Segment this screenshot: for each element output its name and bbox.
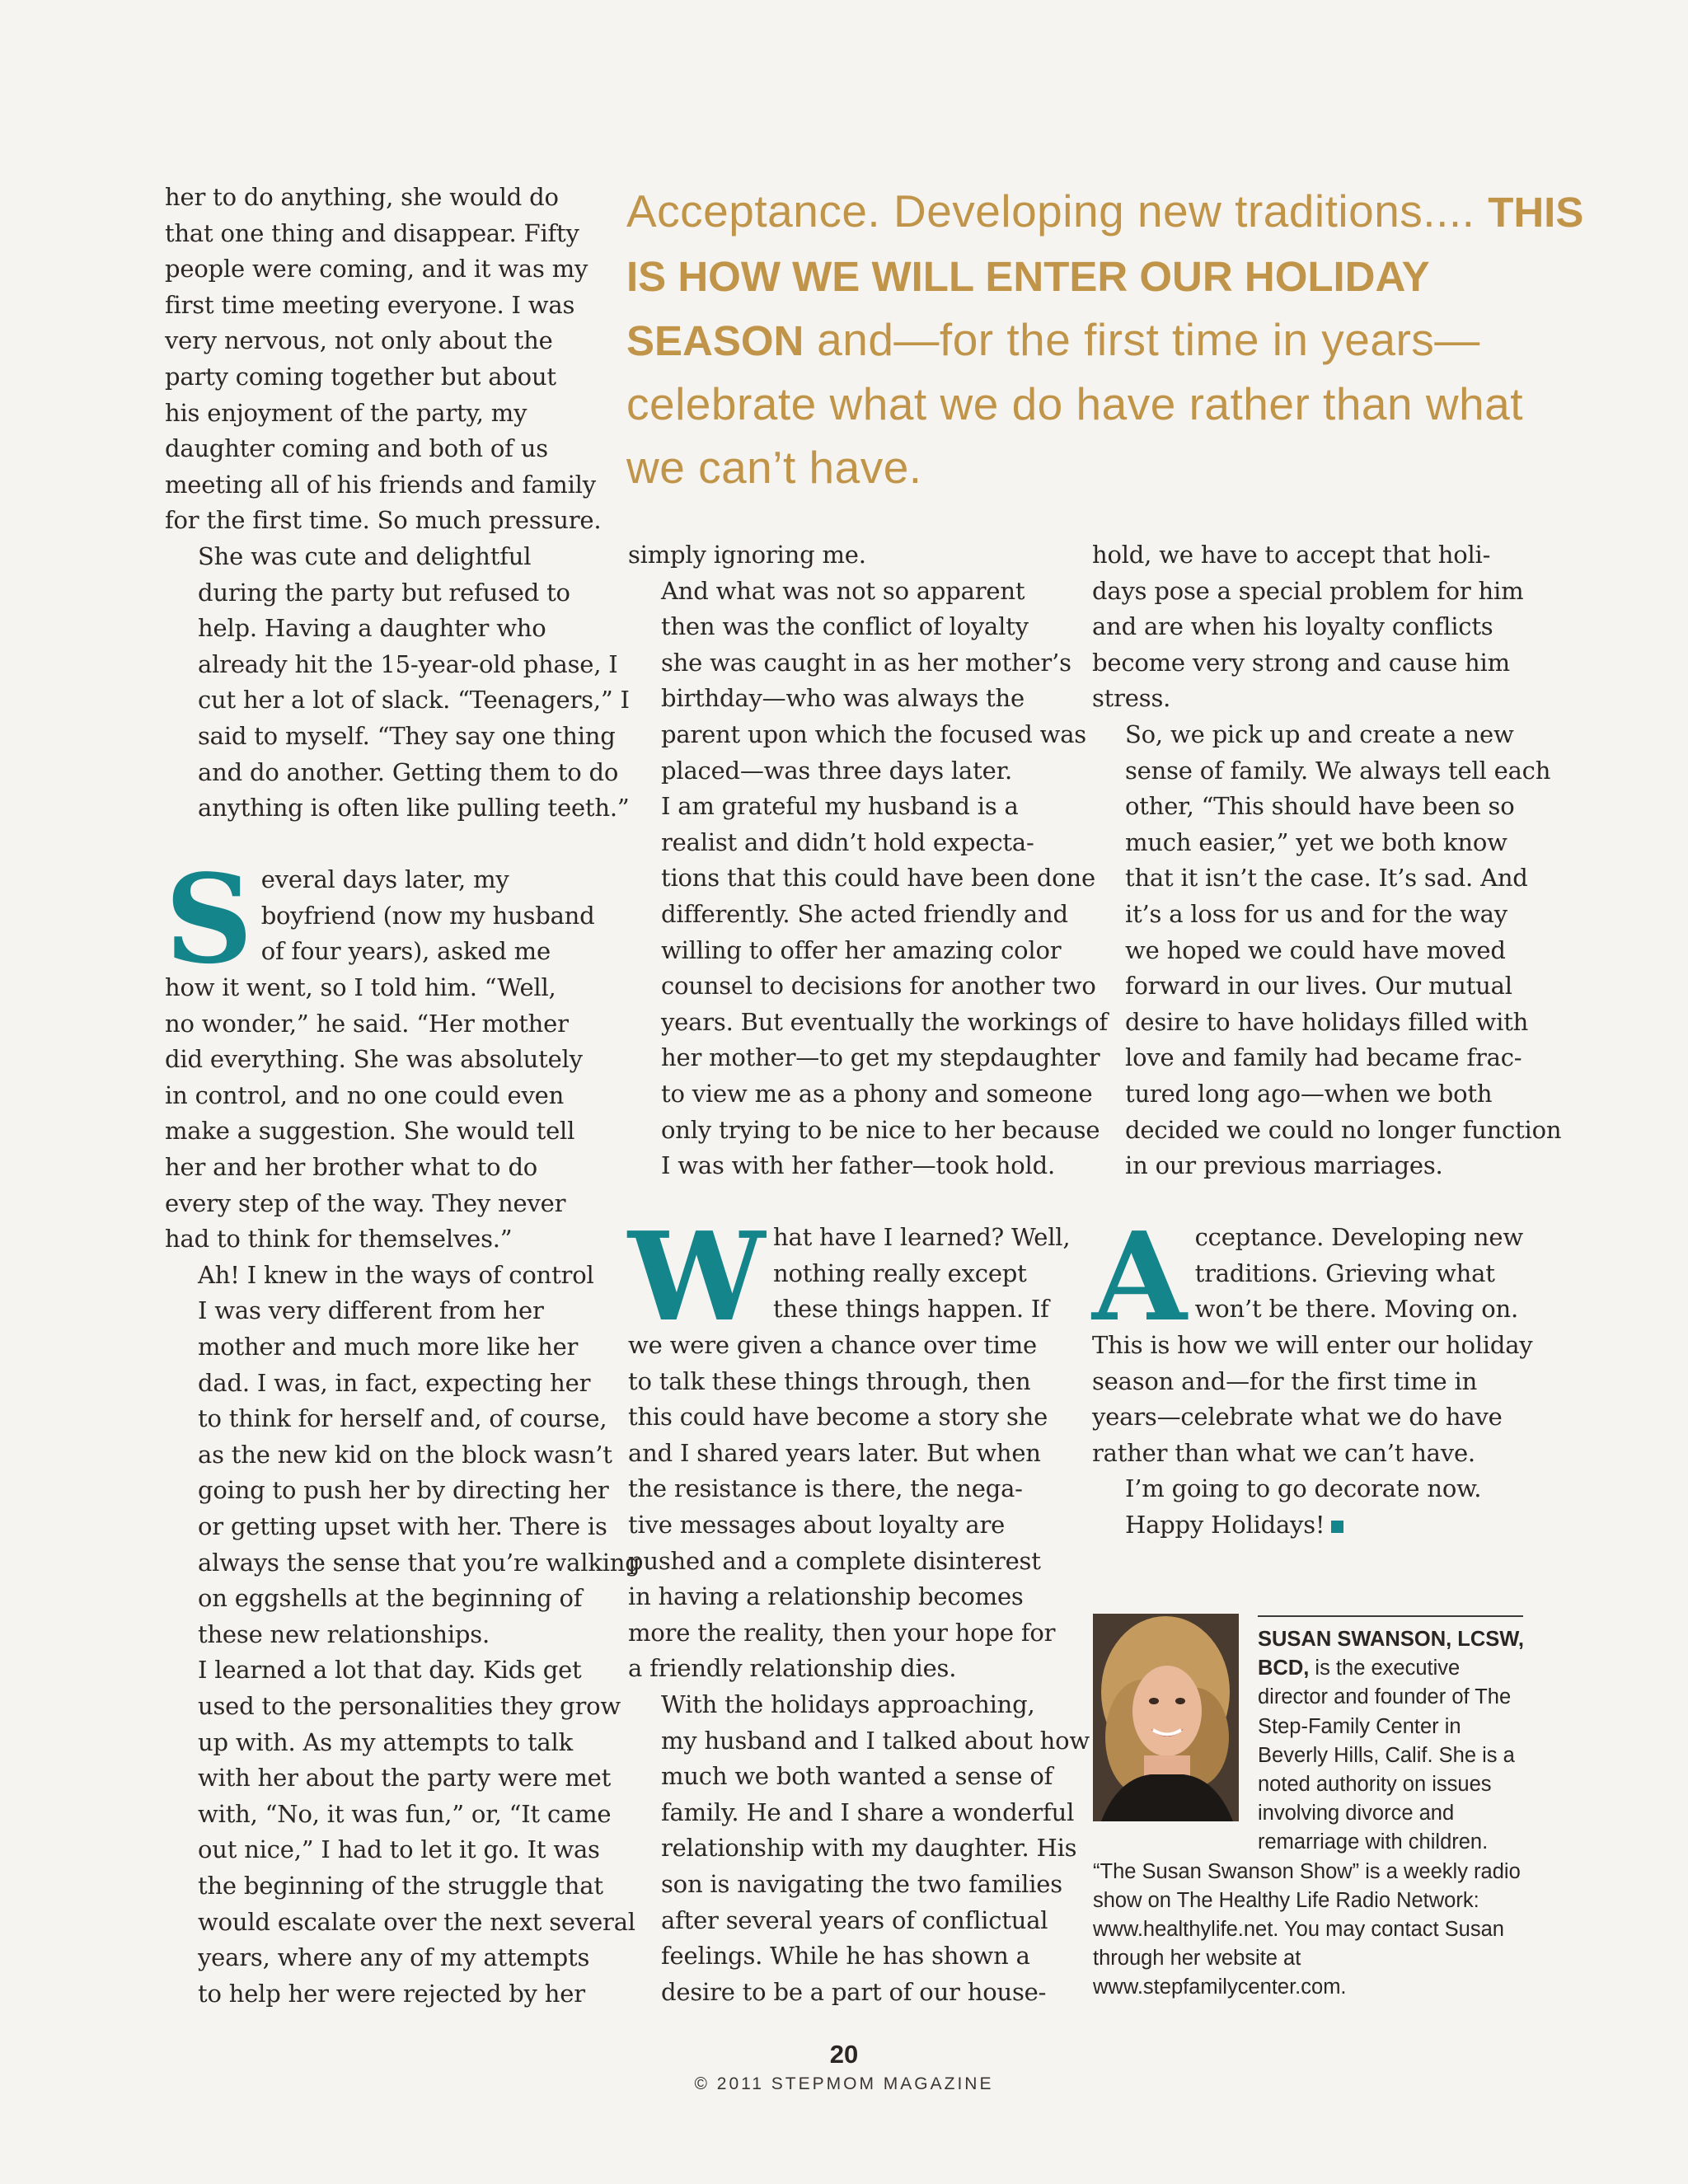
text-line: years. But eventually the workings of <box>661 1007 1108 1036</box>
text-line: tive messages about loyalty are <box>628 1511 1006 1540</box>
text-line: and I shared years later. But when <box>628 1438 1041 1467</box>
text-line: Ah! I knew in the ways of control <box>198 1260 594 1289</box>
text-line: and do another. Getting them to do <box>198 757 619 786</box>
text-line: to view me as a phony and someone <box>661 1079 1093 1108</box>
text-line: to help her were rejected by her <box>198 1979 585 2008</box>
text-line: season and—for the first time in <box>1092 1366 1478 1395</box>
text-line: my husband and I talked about how <box>661 1726 1090 1755</box>
text-line: in our previous marriages. <box>1125 1151 1443 1180</box>
text-line: So, we pick up and create a new <box>1125 719 1514 748</box>
text-line: people were coming, and it was my <box>165 255 588 284</box>
text-line: daughter coming and both of us <box>165 434 548 463</box>
text-line: feelings. While he has shown a <box>661 1942 1030 1971</box>
text-line: son is navigating the two families <box>661 1869 1062 1898</box>
text-line: would escalate over the next several <box>198 1907 635 1936</box>
text-line: tured long ago—when we both <box>1125 1079 1493 1108</box>
text-line: out nice,” I had to let it go. It was <box>198 1835 600 1864</box>
text-line: used to the personalities they grow <box>198 1691 621 1720</box>
text-line: and are when his loyalty conflicts <box>1092 612 1493 641</box>
text-line: how it went, so I told him. “Well, <box>165 973 556 1002</box>
author-description: is the executive director and founder of The Step-Family Center in Beverly Hills, Calif. She is a noted authority on issues involving divorce and remarriage with children. “The Susan Swanson Show” is a weekly radio show on The Healthy Life Radio Network: www.healthylife.net. You may contact Susan through her website at www.stepfamilycenter.com. <box>1093 1657 1521 1999</box>
text-line: or getting upset with her. There is <box>198 1511 607 1540</box>
text-line: that one thing and disappear. Fifty <box>165 218 579 247</box>
text-line: in having a relationship becomes <box>628 1582 1024 1611</box>
text-line: his enjoyment of the party, my <box>165 398 528 427</box>
pull-quote-emphasis: THIS IS HOW WE WILL ENTER OUR HOLIDAY SEASON <box>626 189 1584 364</box>
article-column-1 <box>165 180 640 2012</box>
col2-paragraph-2 <box>628 574 1086 790</box>
text-line: desire to have holidays filled with <box>1125 1007 1529 1036</box>
text-line: stress. <box>1092 684 1171 713</box>
text-line: after several years of conflictual <box>661 1905 1048 1934</box>
col1-paragraph-4 <box>165 1258 640 1653</box>
text-line: rather than what we can’t have. <box>1092 1438 1475 1467</box>
text-line: with her about the party were met <box>198 1764 612 1793</box>
text-line: tions that this could have been done <box>661 864 1095 893</box>
text-line: birthday—who was always the <box>661 684 1025 713</box>
text-line: did everything. She was absolutely <box>165 1045 583 1074</box>
text-line: days pose a special problem for him <box>1092 576 1524 605</box>
text-line: other, “This should have been so <box>1125 792 1515 821</box>
col1-paragraph-3 <box>165 847 610 1258</box>
drop-cap: W <box>628 1205 766 1349</box>
text-line: I was with her father—took hold. <box>661 1151 1055 1180</box>
text-line: become very strong and cause him <box>1092 648 1510 677</box>
article-column-2 <box>628 537 1108 2010</box>
text-line: on eggshells at the beginning of <box>198 1584 583 1613</box>
text-line: hat have I learned? Well, <box>773 1223 1071 1252</box>
text-line: mother and much more like her <box>198 1333 579 1361</box>
pull-quote-ending: and—for the first time in years—celebrate what we do have rather than what we can’t have. <box>626 314 1524 493</box>
text-line: very nervous, not only about the <box>165 326 553 355</box>
text-line: had to think for themselves.” <box>165 1225 513 1254</box>
text-line: She was cute and delightful <box>198 541 532 570</box>
text-line: dad. I was, in fact, expecting her <box>198 1368 591 1397</box>
text-line: then was the conflict of loyalty <box>661 612 1029 641</box>
text-line: I learned a lot that day. Kids get <box>198 1656 582 1685</box>
text-line: boyfriend (now my husband <box>260 901 595 930</box>
text-line: always the sense that you’re walking <box>198 1548 640 1577</box>
col3-paragraph-2 <box>1092 717 1562 1184</box>
end-of-article-mark <box>1331 1521 1343 1533</box>
text-line: party coming together but about <box>165 362 556 391</box>
text-line: desire to be a part of our house- <box>661 1977 1047 2006</box>
text-line: nothing really except <box>773 1258 1027 1287</box>
article-column-3 <box>1092 537 1562 1544</box>
text-line: much easier,” yet we both know <box>1125 827 1507 856</box>
text-line: her and her brother what to do <box>165 1153 538 1182</box>
text-line: sense of family. We always tell each <box>1125 756 1551 785</box>
text-line: these new relationships. <box>198 1619 490 1648</box>
text-line: as the new kid on the block wasn’t <box>198 1440 612 1469</box>
text-line: cceptance. Developing new <box>1194 1223 1523 1252</box>
col3-paragraph-3 <box>1092 1205 1537 1471</box>
text-line: this could have become a story she <box>628 1403 1048 1432</box>
text-line: anything is often like pulling teeth.” <box>198 794 630 823</box>
page-number: 20 <box>829 2040 859 2069</box>
text-line: simply ignoring me. <box>628 541 866 569</box>
text-line: the resistance is there, the nega- <box>628 1474 1023 1503</box>
text-line: decided we could no longer function <box>1125 1115 1562 1144</box>
col2-paragraph-3 <box>628 789 1108 1184</box>
pull-quote-intro: Acceptance. Developing new traditions.... <box>626 185 1489 237</box>
text-line: during the party but refused to <box>198 578 570 607</box>
text-line: relationship with my daughter. His <box>661 1834 1077 1863</box>
col1-paragraph-5 <box>165 1652 635 2012</box>
author-name: SUSAN SWANSON, LCSW, BCD, <box>1258 1628 1525 1680</box>
text-line: love and family had became frac- <box>1125 1043 1522 1072</box>
text-line: no wonder,” he said. “Her mother <box>165 1009 569 1038</box>
col3-paragraph-4 <box>1092 1471 1537 1543</box>
text-line: in control, and no one could even <box>165 1080 565 1109</box>
bio-divider <box>1258 1615 1523 1617</box>
text-line: realist and didn’t hold expecta- <box>661 827 1034 856</box>
col2-paragraph-1 <box>628 537 1073 574</box>
text-line: hold, we have to accept that holi- <box>1092 541 1491 569</box>
text-line: every step of the way. They never <box>165 1188 566 1217</box>
text-line: that it isn’t the case. It’s sad. And <box>1125 864 1528 893</box>
col3-paragraph-1 <box>1092 537 1537 717</box>
text-line: to talk these things through, then <box>628 1366 1031 1395</box>
drop-cap: A <box>1092 1205 1187 1349</box>
text-line: much we both wanted a sense of <box>661 1762 1053 1791</box>
text-line: years—celebrate what we do have <box>1092 1403 1503 1432</box>
col1-paragraph-1 <box>165 180 610 539</box>
text-line: for the first time. So much pressure. <box>165 506 602 535</box>
text-line: differently. She acted friendly and <box>661 899 1068 928</box>
text-line: pushed and a complete disinterest <box>628 1546 1041 1575</box>
col2-paragraph-5 <box>628 1687 1090 2010</box>
text-line: parent upon which the focused was <box>661 719 1086 748</box>
text-line: traditions. Grieving what <box>1194 1258 1495 1287</box>
text-line: And what was not so apparent <box>661 576 1025 605</box>
text-line: these things happen. If <box>773 1295 1049 1324</box>
text-line: first time meeting everyone. I was <box>165 290 575 319</box>
text-line: I’m going to go decorate now. <box>1125 1474 1482 1503</box>
text-line: years, where any of my attempts <box>198 1943 590 1972</box>
text-line: I am grateful my husband is a <box>661 792 1019 821</box>
text-line: counsel to decisions for another two <box>661 972 1096 1001</box>
copyright-notice: © 2011 STEPMOM MAGAZINE <box>694 2074 994 2093</box>
drop-cap: S <box>165 847 253 991</box>
text-line: Happy Holidays! <box>1092 1507 1537 1544</box>
text-line: cut her a lot of slack. “Teenagers,” I <box>198 686 630 715</box>
text-line: willing to offer her amazing color <box>661 935 1062 964</box>
text-line: we hoped we could have moved <box>1125 935 1506 964</box>
text-line: with, “No, it was fun,” or, “It came <box>198 1799 612 1828</box>
text-line: it’s a loss for us and for the way <box>1125 899 1507 928</box>
text-line: This is how we will enter our holiday <box>1092 1331 1533 1360</box>
text-line: said to myself. “They say one thing <box>198 721 616 750</box>
text-line: With the holidays approaching, <box>661 1690 1035 1718</box>
col2-paragraph-4 <box>628 1205 1073 1687</box>
text-line: of four years), asked me <box>260 937 551 966</box>
text-line: we were given a chance over time <box>628 1331 1038 1360</box>
author-bio <box>1093 1625 1531 2003</box>
text-line: meeting all of his friends and family <box>165 470 596 499</box>
pull-quote <box>626 180 1591 499</box>
text-line: the beginning of the struggle that <box>198 1871 603 1900</box>
text-line: won’t be there. Moving on. <box>1194 1295 1519 1324</box>
text-line: everal days later, my <box>260 865 509 894</box>
text-line: she was caught in as her mother’s <box>661 648 1071 677</box>
text-line: more the reality, then your hope for <box>628 1618 1056 1647</box>
text-line: already hit the 15-year-old phase, I <box>198 649 618 678</box>
text-line: make a suggestion. She would tell <box>165 1117 575 1146</box>
text-line: only trying to be nice to her because <box>661 1115 1100 1144</box>
text-line: her to do anything, she would do <box>165 183 559 211</box>
text-line: forward in our lives. Our mutual <box>1125 972 1512 1001</box>
col1-paragraph-2 <box>165 539 630 827</box>
text-line: her mother—to get my stepdaughter <box>661 1043 1100 1072</box>
text-line: to think for herself and, of course, <box>198 1404 607 1433</box>
text-line: placed—was three days later. <box>661 756 1013 785</box>
text-line: family. He and I share a wonderful <box>661 1797 1075 1826</box>
text-line: I was very different from her <box>198 1296 544 1325</box>
text-line: a friendly relationship dies. <box>628 1654 957 1683</box>
text-line: help. Having a daughter who <box>198 614 546 643</box>
text-line: up with. As my attempts to talk <box>198 1727 573 1756</box>
text-line: going to push her by directing her <box>198 1476 609 1505</box>
